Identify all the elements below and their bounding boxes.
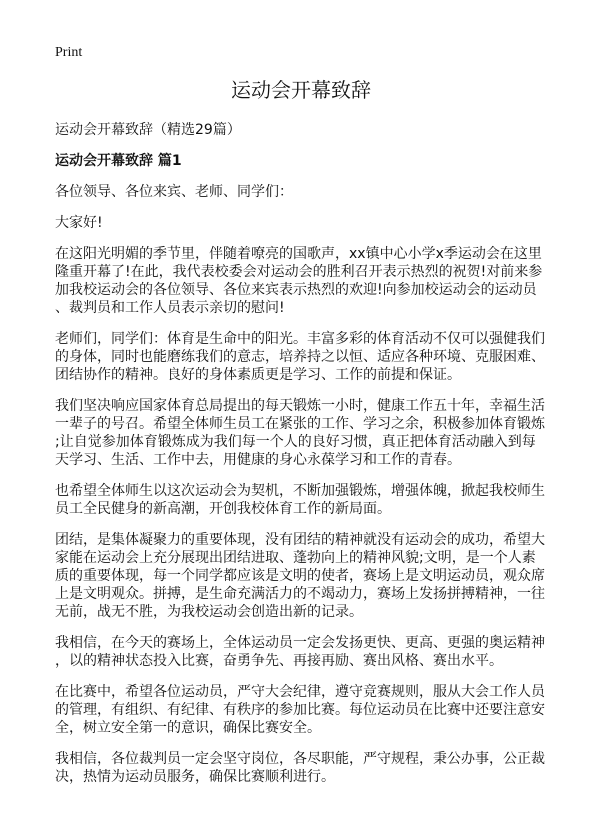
paragraph-greeting: 大家好!	[55, 215, 103, 231]
section-heading: 运动会开幕致辞 篇1	[55, 153, 182, 169]
paragraph: 在这阳光明媚的季节里，伴随着嘹亮的国歌声，xx镇中心小学x季运动会在这里隆重开幕了!在此，我代表校委会对运动会的胜利召开表示热烈的祝贺!对前来参加我校运动会的各位领导、各位来宾表示热烈的欢迎!向参加校运动会的运动员、裁判员和工作人员表示亲切的慰问!	[55, 246, 543, 316]
paragraph-salutation: 各位领导、各位来宾、老师、同学们：	[55, 184, 293, 200]
paragraph: 我相信，在今天的赛场上，全体运动员一定会发扬更快、更高、更强的奥运精神，以的精神状态投入比赛，奋勇争先、再接再励、赛出风格、赛出水平。	[55, 635, 545, 669]
paragraph: 团结，是集体凝聚力的重要体现，没有团结的精神就没有运动会的成功，希望大家能在运动会上充分展现出团结进取、蓬勃向上的精神风貌;文明，是一个人素质的重要体现，每一个同学都应该是文明的使者，赛场上是文明运动员，观众席上是文明观众。拼搏，是生命充满活力的不竭动力，赛场上发扬拼搏精神，一往无前，战无不胜，为我校运动会创造出新的记录。	[55, 532, 545, 620]
paragraph: 在比赛中，希望各位运动员，严守大会纪律，遵守竞赛规则，服从大会工作人员的管理，有组织、有纪律、有秩序的参加比赛。每位运动员在比赛中还要注意安全，树立安全第一的意识，确保比赛安全。	[55, 684, 545, 736]
document-title: 运动会开幕致辞	[231, 78, 371, 102]
document-subtitle: 运动会开幕致辞（精选29篇）	[55, 122, 241, 138]
paragraph: 我们坚决响应国家体育总局提出的每天锻炼一小时，健康工作五十年，幸福生活一辈子的号召。希望全体师生员工在紧张的工作、学习之余，积极参加体育锻炼;让自觉参加体育锻炼成为我们每一个人的良好习惯，真正把体育活动融入到每天学习、生活、工作中去，用健康的身心永葆学习和工作的青春。	[55, 398, 545, 468]
print-label: Print	[55, 45, 83, 60]
paragraph: 我相信，各位裁判员一定会坚守岗位，各尽职能，严守规程，秉公办事，公正裁决，热情为运动员服务，确保比赛顺利进行。	[55, 751, 545, 785]
paragraph: 老师们，同学们：体育是生命中的阳光。丰富多彩的体育活动不仅可以强健我们的身体，同时也能磨练我们的意志，培养持之以恒、适应各种环境、克服困难、团结协作的精神。良好的身体素质更是学习、工作的前提和保证。	[55, 331, 545, 383]
paragraph: 也希望全体师生以这次运动会为契机，不断加强锻炼，增强体魄，掀起我校师生员工全民健身的新高潮，开创我校体育工作的新局面。	[55, 483, 545, 517]
